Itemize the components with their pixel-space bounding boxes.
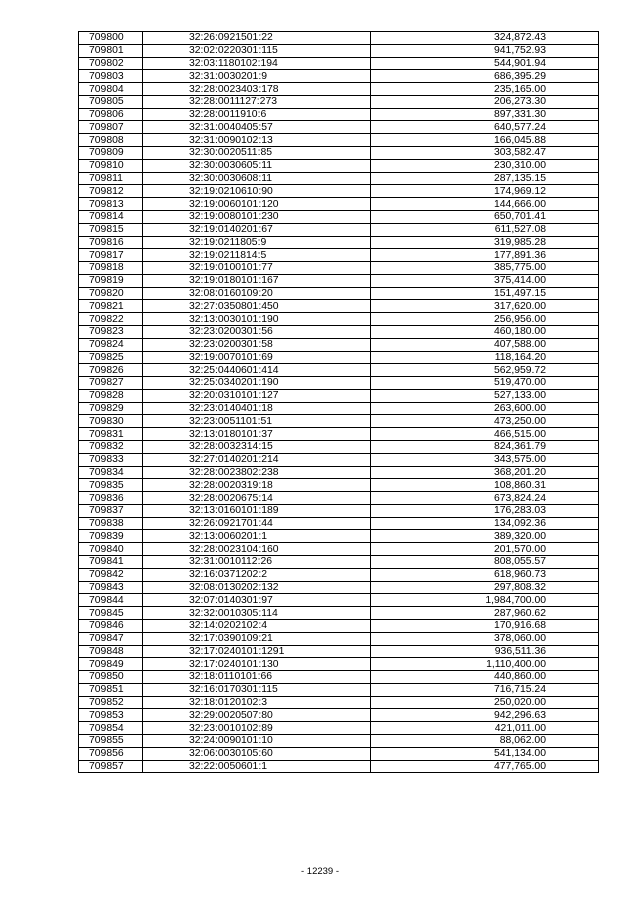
table-row: [79, 658, 599, 671]
table-row: [79, 415, 599, 428]
record-id-cell: 709840: [79, 543, 143, 556]
table-row: [79, 594, 599, 607]
record-id-cell: 709845: [79, 607, 143, 620]
amount-cell: 686,395.29: [371, 70, 599, 83]
record-id-cell: 709836: [79, 492, 143, 505]
cadastral-number-cell: 32:23:0200301:58: [143, 338, 371, 351]
cadastral-number-cell: 32:23:0200301:56: [143, 325, 371, 338]
amount-cell: 177,891.36: [371, 249, 599, 262]
amount-cell: 263,600.00: [371, 402, 599, 415]
record-id-cell: 709843: [79, 581, 143, 594]
cadastral-number-cell: 32:32:0010305:114: [143, 607, 371, 620]
amount-cell: 519,470.00: [371, 377, 599, 390]
table-row: [79, 210, 599, 223]
cadastral-number-cell: 32:19:0060101:120: [143, 198, 371, 211]
table-row: [79, 44, 599, 57]
cadastral-number-cell: 32:16:0170301:115: [143, 683, 371, 696]
amount-cell: 673,824.24: [371, 492, 599, 505]
table-row: [79, 274, 599, 287]
amount-cell: 389,320.00: [371, 530, 599, 543]
amount-cell: 1,110,400.00: [371, 658, 599, 671]
table-row: [79, 287, 599, 300]
record-id-cell: 709814: [79, 210, 143, 223]
record-id-cell: 709802: [79, 57, 143, 70]
record-id-cell: 709838: [79, 517, 143, 530]
cadastral-number-cell: 32:19:0211805:9: [143, 236, 371, 249]
record-id-cell: 709819: [79, 274, 143, 287]
record-id-cell: 709807: [79, 121, 143, 134]
cadastral-number-cell: 32:03:1180102:194: [143, 57, 371, 70]
table-row: [79, 147, 599, 160]
cadastral-number-cell: 32:28:0023104:160: [143, 543, 371, 556]
record-id-cell: 709813: [79, 198, 143, 211]
record-id-cell: 709811: [79, 172, 143, 185]
amount-cell: 942,296.63: [371, 709, 599, 722]
table-row: [79, 696, 599, 709]
record-id-cell: 709829: [79, 402, 143, 415]
amount-cell: 174,969.12: [371, 185, 599, 198]
amount-cell: 317,620.00: [371, 300, 599, 313]
cadastral-number-cell: 32:24:0090101:10: [143, 734, 371, 747]
table-row: [79, 632, 599, 645]
amount-cell: 170,916.68: [371, 619, 599, 632]
cadastral-number-cell: 32:30:0020511:85: [143, 147, 371, 160]
record-id-cell: 709803: [79, 70, 143, 83]
cadastral-number-cell: 32:23:0051101:51: [143, 415, 371, 428]
cadastral-number-cell: 32:14:0202102:4: [143, 619, 371, 632]
cadastral-number-cell: 32:17:0390109:21: [143, 632, 371, 645]
amount-cell: 88,062.00: [371, 734, 599, 747]
amount-cell: 544,901.94: [371, 57, 599, 70]
amount-cell: 618,960.73: [371, 568, 599, 581]
record-id-cell: 709834: [79, 466, 143, 479]
amount-cell: 343,575.00: [371, 453, 599, 466]
record-id-cell: 709837: [79, 504, 143, 517]
cadastral-number-cell: 32:23:0010102:89: [143, 722, 371, 735]
cadastral-number-cell: 32:31:0010112:26: [143, 556, 371, 569]
cadastral-number-cell: 32:13:0060201:1: [143, 530, 371, 543]
record-id-cell: 709857: [79, 760, 143, 773]
cadastral-number-cell: 32:28:0023403:178: [143, 83, 371, 96]
cadastral-number-cell: 32:19:0080101:230: [143, 210, 371, 223]
table-row: [79, 543, 599, 556]
cadastral-number-cell: 32:26:0921701:44: [143, 517, 371, 530]
record-id-cell: 709825: [79, 351, 143, 364]
record-id-cell: 709833: [79, 453, 143, 466]
table-row: [79, 607, 599, 620]
table-row: [79, 504, 599, 517]
amount-cell: 144,666.00: [371, 198, 599, 211]
table-row: [79, 389, 599, 402]
amount-cell: 941,752.93: [371, 44, 599, 57]
amount-cell: 151,497.15: [371, 287, 599, 300]
amount-cell: 611,527.08: [371, 223, 599, 236]
record-id-cell: 709804: [79, 83, 143, 96]
cadastral-number-cell: 32:13:0030101:190: [143, 313, 371, 326]
amount-cell: 824,361.79: [371, 441, 599, 454]
amount-cell: 440,860.00: [371, 671, 599, 684]
table-row: [79, 671, 599, 684]
amount-cell: 421,011.00: [371, 722, 599, 735]
record-id-cell: 709853: [79, 709, 143, 722]
table-row: [79, 134, 599, 147]
table-row: [79, 83, 599, 96]
table-row: [79, 760, 599, 773]
amount-cell: 319,985.28: [371, 236, 599, 249]
cadastral-number-cell: 32:19:0070101:69: [143, 351, 371, 364]
record-id-cell: 709828: [79, 389, 143, 402]
amount-cell: 375,414.00: [371, 274, 599, 287]
cadastral-number-cell: 32:16:0371202:2: [143, 568, 371, 581]
record-id-cell: 709844: [79, 594, 143, 607]
table-row: [79, 568, 599, 581]
amount-cell: 134,092.36: [371, 517, 599, 530]
table-row: [79, 121, 599, 134]
amount-cell: 407,588.00: [371, 338, 599, 351]
amount-cell: 206,273.30: [371, 95, 599, 108]
amount-cell: 460,180.00: [371, 325, 599, 338]
amount-cell: 378,060.00: [371, 632, 599, 645]
record-id-cell: 709842: [79, 568, 143, 581]
table-row: [79, 198, 599, 211]
cadastral-number-cell: 32:19:0210610:90: [143, 185, 371, 198]
table-row: [79, 57, 599, 70]
table-row: [79, 453, 599, 466]
table-row: [79, 581, 599, 594]
record-id-cell: 709805: [79, 95, 143, 108]
record-id-cell: 709826: [79, 364, 143, 377]
table-row: [79, 441, 599, 454]
record-id-cell: 709816: [79, 236, 143, 249]
amount-cell: 541,134.00: [371, 747, 599, 760]
record-id-cell: 709812: [79, 185, 143, 198]
table-row: [79, 351, 599, 364]
record-id-cell: 709806: [79, 108, 143, 121]
cadastral-number-cell: 32:30:0030608:11: [143, 172, 371, 185]
table-row: [79, 517, 599, 530]
cadastral-number-cell: 32:28:0023802:238: [143, 466, 371, 479]
amount-cell: 108,860.31: [371, 479, 599, 492]
cadastral-number-cell: 32:31:0030201:9: [143, 70, 371, 83]
record-id-cell: 709852: [79, 696, 143, 709]
cadastral-number-cell: 32:19:0180101:167: [143, 274, 371, 287]
record-id-cell: 709830: [79, 415, 143, 428]
cadastral-number-cell: 32:08:0160109:20: [143, 287, 371, 300]
table-row: [79, 530, 599, 543]
amount-cell: 250,020.00: [371, 696, 599, 709]
record-id-cell: 709847: [79, 632, 143, 645]
table-row: [79, 313, 599, 326]
cadastral-number-cell: 32:30:0030605:11: [143, 159, 371, 172]
cadastral-number-cell: 32:28:0020319:18: [143, 479, 371, 492]
amount-cell: 166,045.88: [371, 134, 599, 147]
cadastral-number-cell: 32:18:0110101:66: [143, 671, 371, 684]
cadastral-number-cell: 32:22:0050601:1: [143, 760, 371, 773]
record-id-cell: 709801: [79, 44, 143, 57]
record-id-cell: 709854: [79, 722, 143, 735]
cadastral-number-cell: 32:23:0140401:18: [143, 402, 371, 415]
record-id-cell: 709846: [79, 619, 143, 632]
record-id-cell: 709821: [79, 300, 143, 313]
record-id-cell: 709810: [79, 159, 143, 172]
table-row: [79, 108, 599, 121]
amount-cell: 527,133.00: [371, 389, 599, 402]
amount-cell: 176,283.03: [371, 504, 599, 517]
record-id-cell: 709815: [79, 223, 143, 236]
cadastral-number-cell: 32:28:0020675:14: [143, 492, 371, 505]
table-row: [79, 249, 599, 262]
record-id-cell: 709818: [79, 262, 143, 275]
amount-cell: 936,511.36: [371, 645, 599, 658]
amount-cell: 201,570.00: [371, 543, 599, 556]
record-id-cell: 709831: [79, 428, 143, 441]
cadastral-number-cell: 32:28:0011910:6: [143, 108, 371, 121]
record-id-cell: 709800: [79, 32, 143, 45]
cadastral-number-cell: 32:31:0090102:13: [143, 134, 371, 147]
record-id-cell: 709820: [79, 287, 143, 300]
amount-cell: 477,765.00: [371, 760, 599, 773]
cadastral-number-cell: 32:02:0220301:115: [143, 44, 371, 57]
amount-cell: 324,872.43: [371, 32, 599, 45]
amount-cell: 235,165.00: [371, 83, 599, 96]
cadastral-number-cell: 32:20:0310101:127: [143, 389, 371, 402]
table-row: [79, 377, 599, 390]
table-row: [79, 185, 599, 198]
table-row: [79, 619, 599, 632]
table-row: [79, 300, 599, 313]
cadastral-number-cell: 32:27:0140201:214: [143, 453, 371, 466]
cadastral-number-cell: 32:17:0240101:1291: [143, 645, 371, 658]
amount-cell: 368,201.20: [371, 466, 599, 479]
cadastral-number-cell: 32:17:0240101:130: [143, 658, 371, 671]
table-row: [79, 172, 599, 185]
record-id-cell: 709808: [79, 134, 143, 147]
table-row: [79, 479, 599, 492]
cadastral-number-cell: 32:28:0032314:15: [143, 441, 371, 454]
table-row: [79, 32, 599, 45]
table-row: [79, 466, 599, 479]
amount-cell: 118,164.20: [371, 351, 599, 364]
cadastral-number-cell: 32:19:0211814:5: [143, 249, 371, 262]
amount-cell: 716,715.24: [371, 683, 599, 696]
amount-cell: 562,959.72: [371, 364, 599, 377]
amount-cell: 640,577.24: [371, 121, 599, 134]
cadastral-number-cell: 32:19:0140201:67: [143, 223, 371, 236]
table-row: [79, 325, 599, 338]
record-id-cell: 709824: [79, 338, 143, 351]
cadastral-number-cell: 32:27:0350801:450: [143, 300, 371, 313]
amount-cell: 287,135.15: [371, 172, 599, 185]
table-row: [79, 645, 599, 658]
table-row: [79, 492, 599, 505]
record-id-cell: 709849: [79, 658, 143, 671]
record-id-cell: 709827: [79, 377, 143, 390]
record-id-cell: 709839: [79, 530, 143, 543]
amount-cell: 1,984,700.00: [371, 594, 599, 607]
table-row: [79, 262, 599, 275]
record-id-cell: 709841: [79, 556, 143, 569]
table-row: [79, 70, 599, 83]
cadastral-number-cell: 32:26:0921501:22: [143, 32, 371, 45]
amount-cell: 385,775.00: [371, 262, 599, 275]
table-row: [79, 223, 599, 236]
amount-cell: 473,250.00: [371, 415, 599, 428]
page-number: - 12239 -: [300, 866, 340, 877]
table-row: [79, 402, 599, 415]
amount-cell: 897,331.30: [371, 108, 599, 121]
record-id-cell: 709822: [79, 313, 143, 326]
cadastral-number-cell: 32:25:0440601:414: [143, 364, 371, 377]
table-row: [79, 338, 599, 351]
record-id-cell: 709851: [79, 683, 143, 696]
cadastral-number-cell: 32:28:0011127:273: [143, 95, 371, 108]
record-id-cell: 709855: [79, 734, 143, 747]
records-table: [78, 31, 599, 773]
cadastral-number-cell: 32:06:0030105:60: [143, 747, 371, 760]
cadastral-number-cell: 32:29:0020507:80: [143, 709, 371, 722]
table-row: [79, 159, 599, 172]
table-row: [79, 95, 599, 108]
amount-cell: 466,515.00: [371, 428, 599, 441]
record-id-cell: 709848: [79, 645, 143, 658]
record-id-cell: 709823: [79, 325, 143, 338]
cadastral-number-cell: 32:07:0140301:97: [143, 594, 371, 607]
amount-cell: 303,582.47: [371, 147, 599, 160]
table-row: [79, 236, 599, 249]
table-row: [79, 734, 599, 747]
table-row: [79, 722, 599, 735]
amount-cell: 808,055.57: [371, 556, 599, 569]
amount-cell: 650,701.41: [371, 210, 599, 223]
cadastral-number-cell: 32:13:0180101:37: [143, 428, 371, 441]
record-id-cell: 709832: [79, 441, 143, 454]
table-row: [79, 709, 599, 722]
table-row: [79, 747, 599, 760]
table-row: [79, 364, 599, 377]
cadastral-number-cell: 32:13:0160101:189: [143, 504, 371, 517]
cadastral-number-cell: 32:25:0340201:190: [143, 377, 371, 390]
cadastral-number-cell: 32:08:0130202:132: [143, 581, 371, 594]
cadastral-number-cell: 32:31:0040405:57: [143, 121, 371, 134]
record-id-cell: 709817: [79, 249, 143, 262]
amount-cell: 287,960.62: [371, 607, 599, 620]
table-row: [79, 556, 599, 569]
amount-cell: 297,808.32: [371, 581, 599, 594]
record-id-cell: 709835: [79, 479, 143, 492]
record-id-cell: 709856: [79, 747, 143, 760]
table-row: [79, 683, 599, 696]
cadastral-number-cell: 32:19:0100101:77: [143, 262, 371, 275]
record-id-cell: 709850: [79, 671, 143, 684]
records-table-body: [79, 32, 599, 773]
amount-cell: 256,956.00: [371, 313, 599, 326]
table-row: [79, 428, 599, 441]
amount-cell: 230,310.00: [371, 159, 599, 172]
record-id-cell: 709809: [79, 147, 143, 160]
cadastral-number-cell: 32:18:0120102:3: [143, 696, 371, 709]
